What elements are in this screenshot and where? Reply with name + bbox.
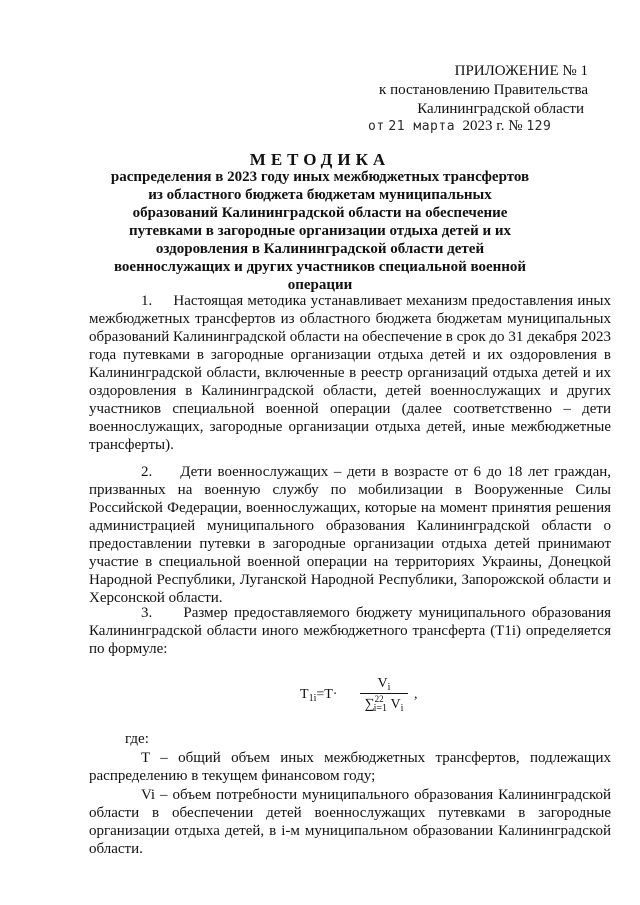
definition-v: Vi – объем потребности муниципального образования Калининградской области в обеспечении детей военнослужащих путевками в загородные организации отдыха детей, в i-м муниципальном образовании Калининградской области.	[89, 787, 611, 857]
region-name: Калининградской области	[417, 101, 584, 117]
resolution-date	[368, 118, 551, 135]
formula-numerator: $V_i$	[377, 676, 391, 693]
formula-fraction	[360, 676, 408, 714]
resolution-reference: к постановлению Правительства	[379, 82, 588, 98]
definition-t: T – общий объем иных межбюджетных трансфертов, подлежащих распределению в текущем финансовом году;	[89, 750, 611, 784]
paragraph-3: 3. Размер предоставляемого бюджету муниципального образования Калининградской области иного межбюджетного трансферта (T1i) определяется по формуле:	[89, 605, 611, 657]
formula-comma: ,	[414, 687, 418, 702]
appendix-number: ПРИЛОЖЕНИЕ № 1	[454, 63, 588, 79]
resolution-number: 129	[526, 119, 552, 134]
document-title: МЕТОДИКА	[249, 150, 391, 169]
paragraph-1: 1. Настоящая методика устанавливает механизм предоставления иных межбюджетных трансфертов из областного бюджета бюджетам муниципальных образований Калининградской области на обеспечение в срок до 31 декабря 2023 года путевками в загородные организации отдыха детей и их оздоровления в Калининградской области, включенные в реестр организаций отдыха детей и их оздоровления в Калининградской области, детей военнослужащих и других участников специальной военной операции (далее соответственно – дети военнослужащих, загородные организации отдыха детей, иные межбюджетные трансферты).	[89, 293, 611, 453]
paragraph-2: 2. Дети военнослужащих – дети в возрасте от 6 до 18 лет граждан, призванных на военную службу по мобилизации в Вооруженные Силы Российской Федерации, военнослужащих, которые на момент принятия решения администрацией муниципального образования Калининградской области о предоставлении путевки в загородные организации отдыха детей принимают участие в специальной военной операции на территориях Украины, Донецкой Народной Республики, Луганской Народной Республики, Запорожской области и Херсонской области.	[89, 464, 611, 606]
formula-lhs: $T_{1i}=T\cdot$	[300, 687, 338, 704]
formula-denominator: ∑$^{22}_{i=1}$ $V_i$	[364, 694, 404, 714]
document-subtitle: распределения в 2023 году иных межбюджетных трансфертов из областного бюджета бюджетам муниципальных образований Калининградской области на обеспечение путевками в загородные организации отдыха детей и их оздоровления в Калининградской области детей военнослужащих и других участников специальной военной операции	[110, 169, 530, 293]
where-label: где:	[125, 731, 149, 747]
date-year: 2023 г. №	[462, 118, 523, 134]
date-day-month: 21 марта	[388, 119, 456, 134]
date-prefix: от	[368, 119, 385, 134]
